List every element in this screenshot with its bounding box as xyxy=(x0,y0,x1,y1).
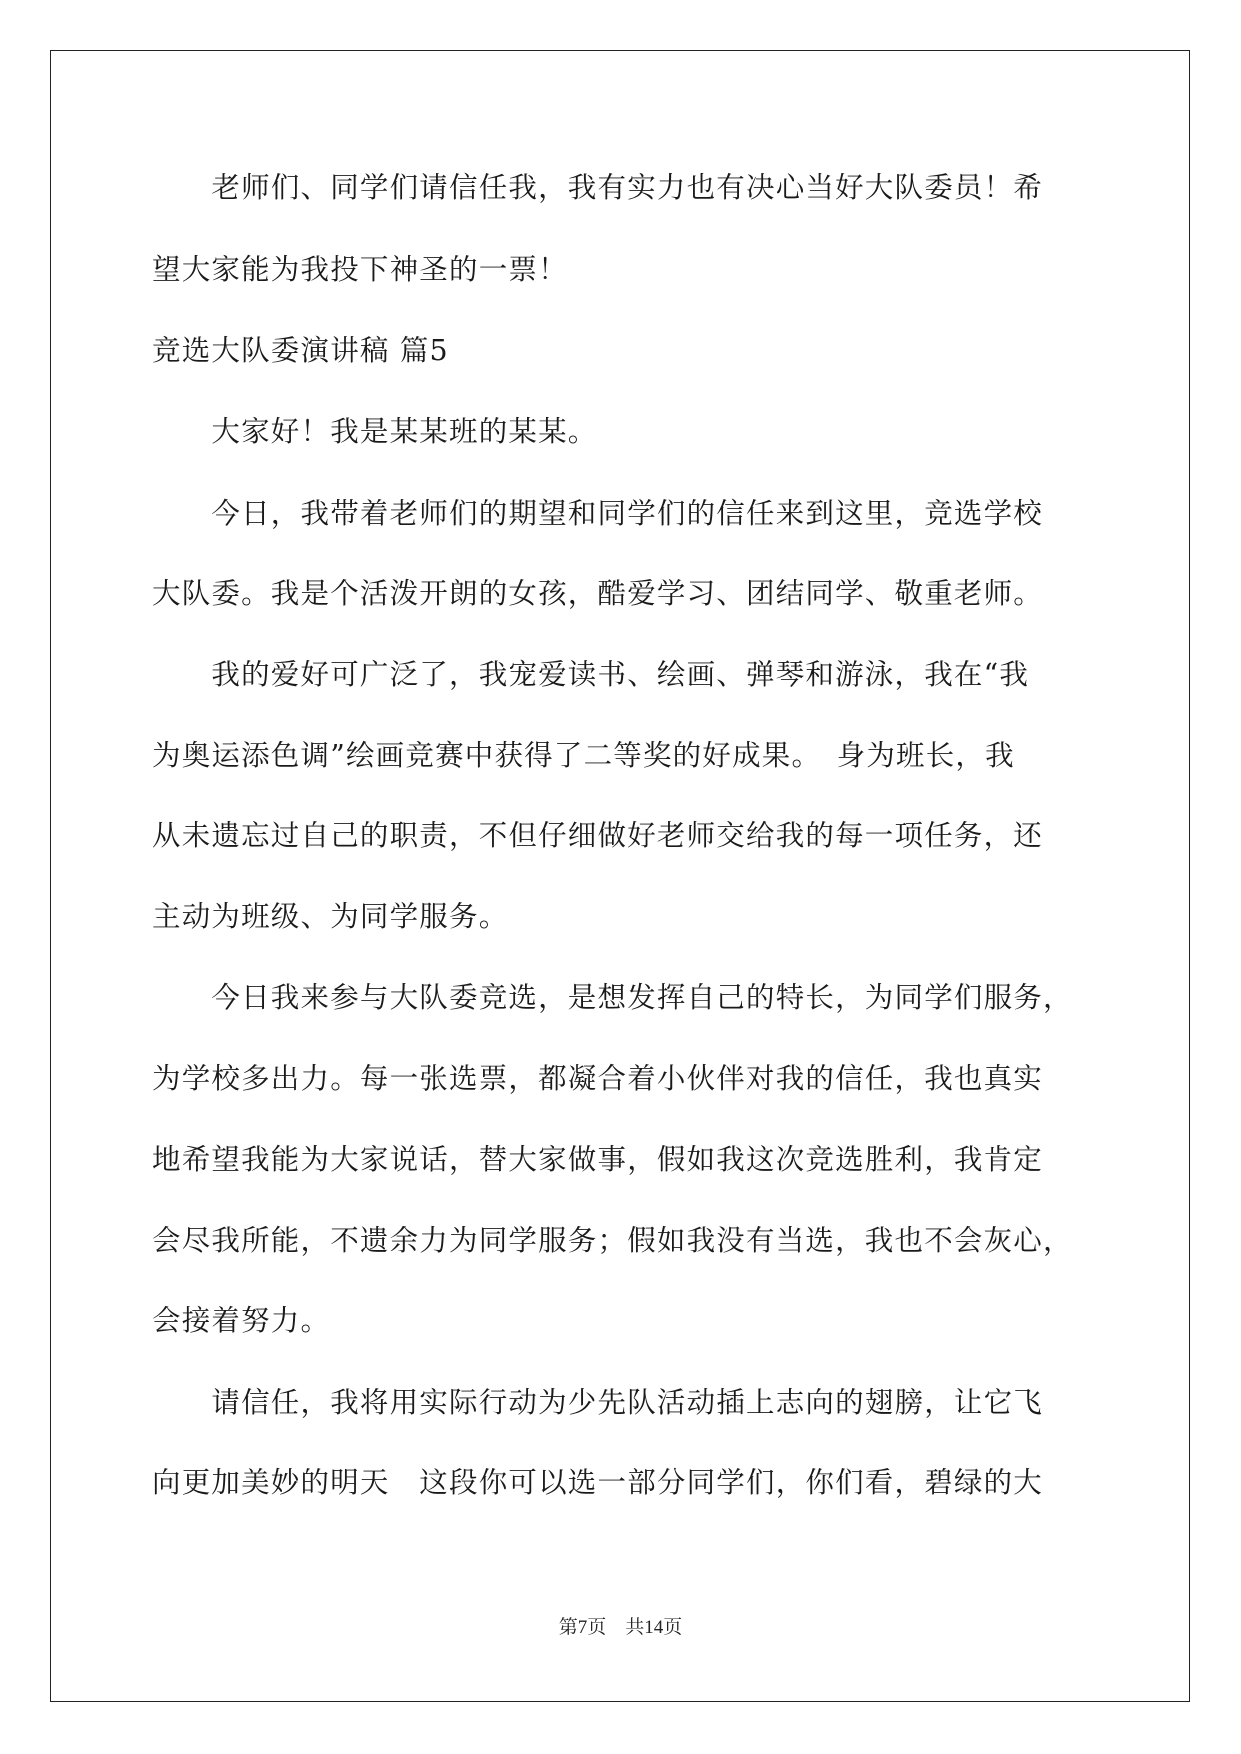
page-frame xyxy=(50,50,1190,1702)
text-line: 主动为班级、为同学服务。 xyxy=(152,900,509,933)
text-line: 会接着努力。 xyxy=(152,1304,331,1337)
text-line: 为奥运添色调”绘画竞赛中获得了二等奖的好成果。 身为班长，我 xyxy=(152,739,1015,772)
text-line: 大队委。我是个活泼开朗的女孩，酷爱学习、团结同学、敬重老师。 xyxy=(152,577,1044,610)
text-line: 向更加美妙的明天 这段你可以选一部分同学们，你们看，碧绿的大 xyxy=(152,1466,1044,1499)
text-line: 为学校多出力。每一张选票，都凝合着小伙伴对我的信任，我也真实 xyxy=(152,1062,1044,1095)
text-line: 从未遗忘过自己的职责，不但仔细做好老师交给我的每一项任务，还 xyxy=(152,819,1044,852)
text-line: 望大家能为我投下神圣的一票！ xyxy=(152,253,568,286)
text-line: 地希望我能为大家说话，替大家做事，假如我这次竞选胜利，我肯定 xyxy=(152,1143,1044,1176)
text-line: 今日，我带着老师们的期望和同学们的信任来到这里，竞选学校 xyxy=(152,497,1044,530)
section-heading: 竞选大队委演讲稿 篇5 xyxy=(152,334,449,367)
text-line: 会尽我所能，不遗余力为同学服务；假如我没有当选，我也不会灰心， xyxy=(152,1224,1073,1257)
text-line: 大家好！我是某某班的某某。 xyxy=(152,415,598,448)
text-line: 今日我来参与大队委竞选，是想发挥自己的特长，为同学们服务， xyxy=(152,981,1073,1014)
page-footer: 第7页 共14页 xyxy=(558,1617,683,1638)
text-line: 请信任，我将用实际行动为少先队活动插上志向的翅膀，让它飞 xyxy=(152,1386,1044,1419)
text-line: 老师们、同学们请信任我，我有实力也有决心当好大队委员！希 xyxy=(152,171,1044,204)
text-line: 我的爱好可广泛了，我宠爱读书、绘画、弹琴和游泳，我在“我 xyxy=(152,658,1030,691)
